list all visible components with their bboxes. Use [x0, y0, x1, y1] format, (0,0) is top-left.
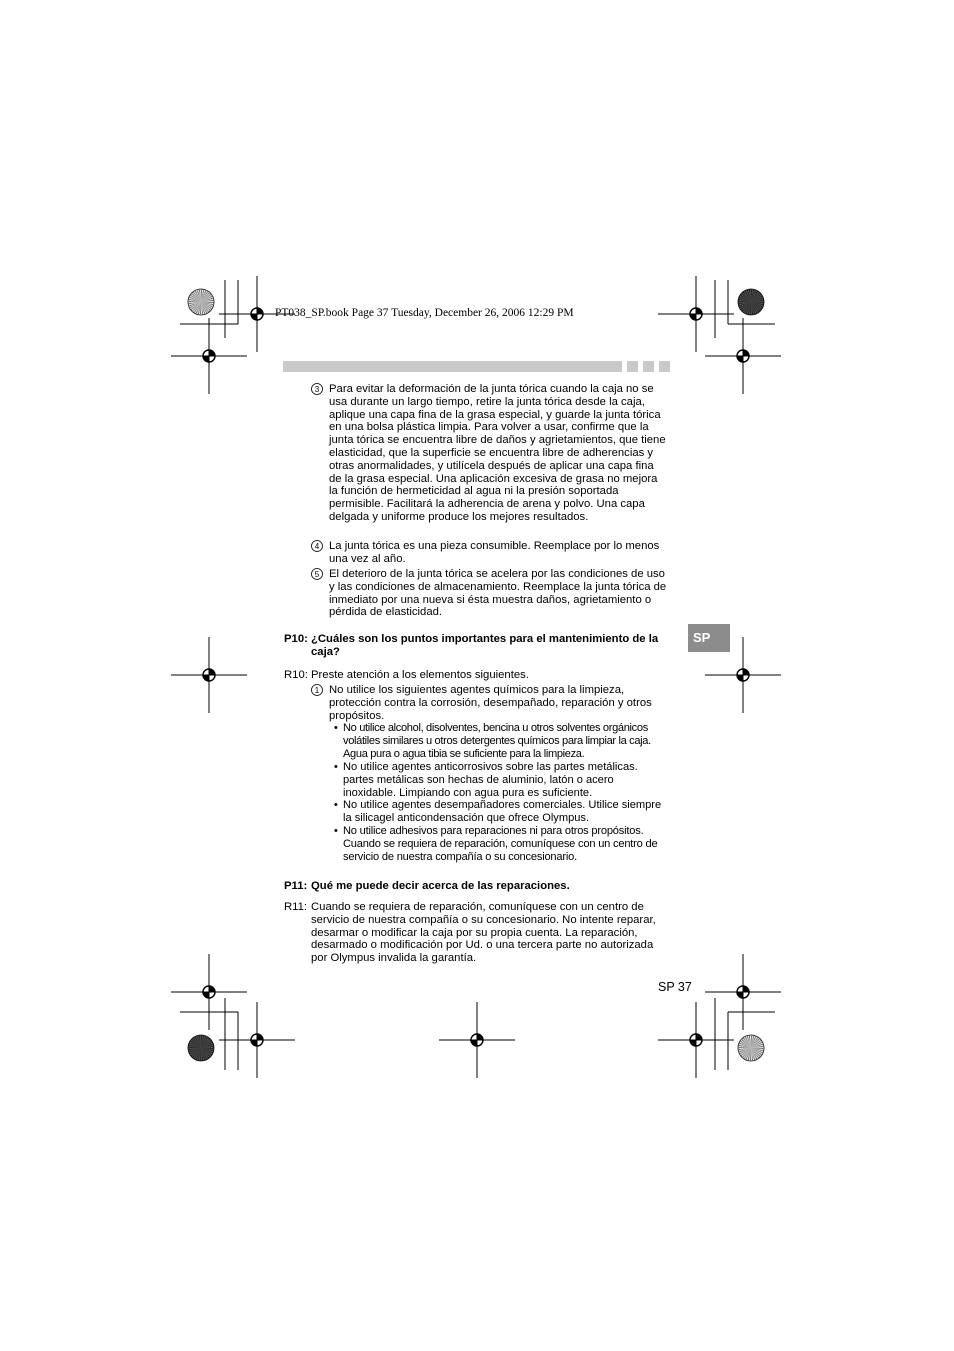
crosshair-mark-icon — [171, 954, 247, 1030]
bullet-4-text: No utilice adhesivos para reparaciones ni para otros propósitos. Cuando se requiera de reparación, comuníquese con un centro de servicio de nuestra compañía o su concesionario. — [343, 825, 658, 863]
p10-label: P10: — [284, 633, 308, 645]
crosshair-mark-icon — [171, 318, 247, 394]
crosshair-mark-icon — [439, 1002, 515, 1078]
bullet-dot: • — [334, 799, 338, 811]
top-gray-bar — [283, 361, 622, 372]
language-tab: SP — [688, 624, 730, 652]
top-square-1 — [627, 361, 638, 372]
item-3-text: Para evitar la deformación de la junta tórica cuando la caja no se usa durante un largo tiempo, retire la junta tórica desde la caja, aplique una capa fina de la grasa especial, y guarde la junta tórica en una bolsa plástica limpia. Para volver a usar, confirme que la junta tórica se encuentra libre de daños y agrietamientos, que tiene elasticidad, que la superficie se encuentra libre de adherencias y otras anormalidades, y utilícela después de aplicar una capa fina de la grasa especial. Una aplicación excesiva de grasa no mejora la función de hermeticidad al agua ni la presión soportada permisible. Facilitará la adherencia de arena y polvo. Una capa delgada y uniforme produce los mejores resultados. — [329, 383, 666, 523]
circled-number-5-icon — [311, 568, 323, 580]
r10-item-1-text: No utilice los siguientes agentes químicos para la limpieza, protección contra la corrosión, desempañado, reparación y otros propósitos. — [329, 684, 652, 722]
p11-label: P11: — [284, 880, 308, 892]
bullet-dot: • — [334, 722, 338, 734]
circled-number-3-icon — [311, 383, 323, 395]
svg-text:5: 5 — [314, 570, 320, 579]
star-target-mark-icon — [738, 289, 764, 315]
page-number: SP 37 — [658, 980, 692, 994]
crosshair-mark-icon — [658, 1002, 734, 1078]
svg-text:4: 4 — [314, 542, 320, 551]
top-square-3 — [659, 361, 670, 372]
svg-text:3: 3 — [314, 385, 320, 394]
bullet-1-text: No utilice alcohol, disolventes, bencina u otros solventes orgánicos volátiles similares u otros detergentes químicos para limpiar la caja. Agua pura o agua tibia se suficiente para la limpieza. — [343, 722, 651, 760]
p10-question: ¿Cuáles son los puntos importantes para el mantenimiento de la caja? — [311, 633, 659, 659]
star-target-mark-icon — [188, 1035, 214, 1061]
r10-label: R10: — [284, 669, 308, 681]
bullet-dot: • — [334, 825, 338, 837]
r11-label: R11: — [284, 901, 308, 913]
crosshair-mark-icon — [658, 276, 734, 352]
circled-number-1-icon — [311, 684, 323, 696]
p11-question: Qué me puede decir acerca de las reparaciones. — [311, 880, 570, 892]
item-4-text: La junta tórica es una pieza consumible. Reemplace por lo menos una vez al año. — [329, 540, 660, 565]
star-target-mark-icon — [188, 289, 214, 315]
r10-intro: Preste atención a los elementos siguientes. — [311, 669, 529, 681]
svg-text:1: 1 — [314, 686, 320, 695]
crosshair-mark-icon — [705, 318, 781, 394]
crosshair-mark-icon — [705, 954, 781, 1030]
circled-number-4-icon — [311, 540, 323, 552]
bullet-2-text: No utilice agentes anticorrosivos sobre las partes metálicas. partes metálicas son hechas de aluminio, latón o acero inoxidable. Limpiando con agua pura es suficiente. — [343, 761, 638, 799]
book-header-line: PT038_SP.book Page 37 Tuesday, December 26, 2006 12:29 PM — [275, 307, 574, 319]
bullet-dot: • — [334, 761, 338, 773]
r11-answer: Cuando se requiera de reparación, comuníquese con un centro de servicio de nuestra compañía o su concesionario. No intente reparar, desarmar o modificar la caja por su propia cuenta. La reparación, desarmado o modificación por Ud. o una tercera parte no autorizada por Olympus invalida la garantía. — [311, 901, 656, 965]
star-target-mark-icon — [738, 1035, 764, 1061]
bullet-3-text: No utilice agentes desempañadores comerciales. Utilice siempre la silicagel anticondensación que ofrece Olympus. — [343, 799, 662, 824]
crosshair-mark-icon — [219, 1002, 295, 1078]
crosshair-mark-icon — [171, 637, 247, 713]
top-square-2 — [643, 361, 654, 372]
item-5-text: El deterioro de la junta tórica se acelera por las condiciones de uso y las condiciones de almacenamiento. Reemplace la junta tórica de inmediato por una nueva si ésta muestra daños, agrietamiento o pérdida de elasticidad. — [329, 568, 667, 619]
